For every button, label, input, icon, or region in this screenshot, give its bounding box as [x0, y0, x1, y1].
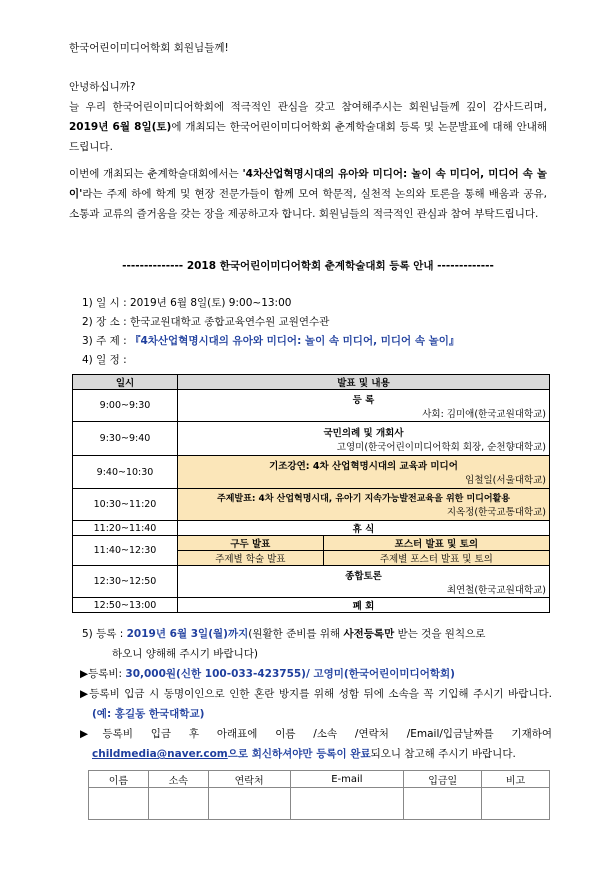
info-date: 1) 일 시 : 2019년 6월 8일(토) 9:00~13:00	[82, 297, 292, 309]
theme-paragraph: 이번에 개최되는 춘계학술대회에서는 '4차산업혁명시대의 유아와 미디어: 놀이 속 미디어, 미디어 속 놀이'라는 주제 하에 학계 및 현장 전문가들이 함께 모여 학문적, 실천적 논의와 토론을 통해 배움과 공유, 소통과 교류의 즐거움을 갖는 장을 제공하고자 합니다. 회원님들의 적극적인 관심과 참여 부탁드립니다.	[69, 168, 547, 220]
schedule-row: 11:40~12:30 구두 발표 포스터 발표 및 토의	[73, 536, 550, 551]
note-deadline-line2: 하오니 양해해 주시기 바랍니다)	[112, 648, 258, 660]
schedule-row: 11:20~11:40 휴 식	[73, 521, 550, 536]
schedule-row: 9:40~10:30 기조강연: 4차 산업혁명시대의 교육과 미디어 임철일(서울대학교)	[73, 456, 550, 489]
note-fee: ▶등록비: 30,000원(신한 100-033-423755)/ 고영미(한국어린이미디어학회)	[80, 668, 455, 680]
reg-input-row	[89, 788, 550, 820]
schedule-row: 10:30~11:20 주제발표: 4차 산업혁명시대, 유아기 지속가능발전교육을 위한 미디어활용 지옥정(한국교통대학교)	[73, 489, 550, 521]
schedule-row: 주제별 학술 발표 주제별 포스터 발표 및 토의	[73, 551, 550, 566]
schedule-header-row	[73, 375, 550, 390]
note-deadline: 5) 등록 : 2019년 6월 3일(월)까지(원활한 준비를 위해 사전등록만 받는 것을 원칙으로	[82, 628, 486, 640]
schedule-table	[72, 374, 550, 613]
registration-notes	[82, 624, 552, 764]
schedule-row: 9:30~9:40 국민의례 및 개회사 고영미(한국어린이미디어학회 회장, 순천향대학교)	[73, 422, 550, 456]
reg-header-name: 이름	[89, 771, 149, 788]
reg-cell-contact[interactable]	[208, 788, 290, 820]
registration-form-table	[88, 770, 550, 820]
reg-cell-remarks[interactable]	[482, 788, 550, 820]
email-link[interactable]: childmedia@naver.com	[92, 748, 228, 760]
reg-header-row	[89, 771, 550, 788]
hello: 안녕하십니까?	[69, 81, 136, 93]
event-info	[82, 294, 459, 370]
section-divider: -------------- 2018 한국어린이미디어학회 춘계학술대회 등록 안내 -------------	[122, 260, 494, 272]
col-time-header: 일시	[73, 375, 178, 390]
info-place: 2) 장 소 : 한국교원대학교 종합교육연수원 교원연수관	[82, 316, 330, 328]
reg-header-email: E-mail	[290, 771, 404, 788]
reg-cell-name[interactable]	[89, 788, 149, 820]
note-deposit: ▶등록비 입금 시 동명이인으로 인한 혼란 방지를 위해 성함 뒤에 소속을 꼭 기입해 주시기 바랍니다.(예: 홍길동 한국대학교)	[80, 688, 552, 720]
reg-cell-affiliation[interactable]	[148, 788, 208, 820]
schedule-row: 9:00~9:30 등 록 사회: 김미애(한국교원대학교)	[73, 390, 550, 422]
info-theme: 3) 주 제 : 『4차산업혁명시대의 유아와 미디어: 놀이 속 미디어, 미디어 속 놀이』	[82, 335, 460, 347]
reg-header-affiliation: 소속	[148, 771, 208, 788]
reg-cell-email[interactable]	[290, 788, 404, 820]
greeting: 한국어린이미디어학회 회원님들께!	[69, 42, 229, 54]
reg-header-deposit-date: 입금일	[404, 771, 482, 788]
schedule-row: 12:50~13:00 폐 회	[73, 598, 550, 613]
reg-header-contact: 연락처	[208, 771, 290, 788]
reg-cell-deposit-date[interactable]	[404, 788, 482, 820]
reg-header-remarks: 비고	[482, 771, 550, 788]
note-after-deposit: ▶등록비 입금 후 아래표에 이름 /소속 /연락처 /Email/입금날짜를 기재하여 childmedia@naver.com으로 회신하셔야만 등록이 완료되오니 참고해 주시기 바랍니다.	[80, 728, 552, 760]
col-content-header: 발표 및 내용	[178, 375, 550, 390]
info-schedule-label: 4) 일 정 :	[82, 354, 127, 366]
intro-paragraph: 늘 우리 한국어린이미디어학회에 적극적인 관심을 갖고 참여해주시는 회원님들께 깊이 감사드리며, 2019년 6월 8일(토)에 개최되는 한국어린이미디어학회 춘계학술대회 등록 및 논문발표에 대해 안내해 드립니다.	[69, 101, 547, 153]
schedule-row: 12:30~12:50 종합토론 최연철(한국교원대학교)	[73, 566, 550, 598]
